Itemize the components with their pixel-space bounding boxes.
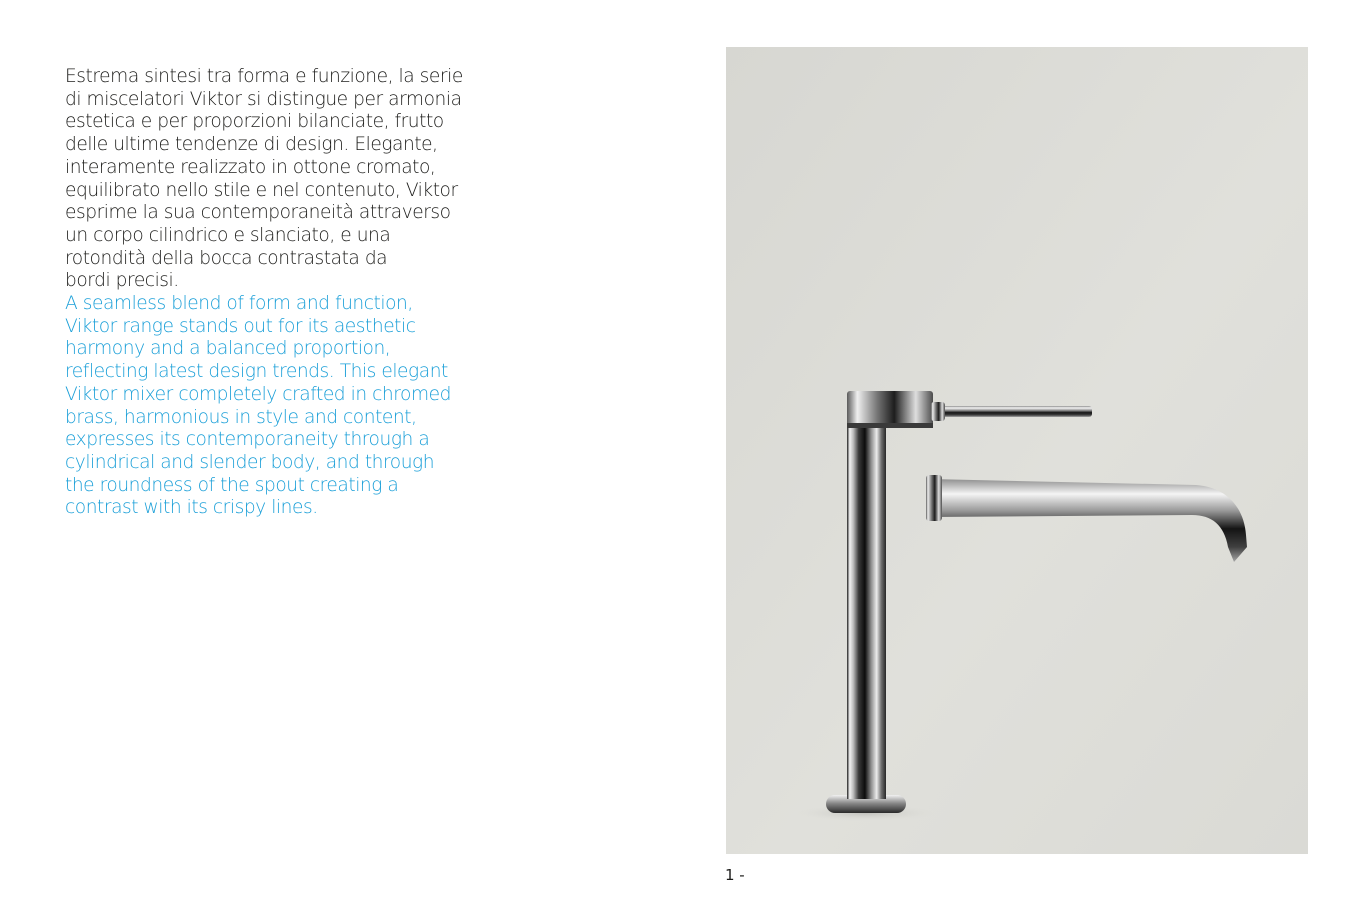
text-line: equilibrato nello stile e nel contenuto, Viktor bbox=[65, 179, 458, 201]
text-line: reflecting latest design trends. This elegant bbox=[65, 361, 448, 383]
description-column bbox=[65, 66, 515, 520]
text-line: contrast with its crispy lines. bbox=[65, 497, 318, 519]
product-photo bbox=[726, 47, 1308, 854]
text-line: Viktor mixer completely crafted in chromed bbox=[65, 383, 451, 405]
text-line: the roundness of the spout creating a bbox=[65, 474, 399, 496]
text-line: rotondità della bocca contrastata da bbox=[65, 247, 388, 269]
text-line: estetica e per proporzioni bilanciate, frutto bbox=[65, 111, 444, 133]
text-line: esprime la sua contemporaneità attraverso bbox=[65, 202, 451, 224]
text-line: Estrema sintesi tra forma e funzione, la serie bbox=[65, 66, 463, 87]
text-line: harmony and a balanced proportion, bbox=[65, 338, 391, 360]
text-line: A seamless blend of form and function, bbox=[65, 293, 413, 315]
text-line: delle ultime tendenze di design. Elegante, bbox=[65, 134, 438, 156]
faucet-illustration bbox=[726, 47, 1308, 854]
text-line: brass, harmonious in style and content, bbox=[65, 406, 417, 428]
text-line: Viktor range stands out for its aesthetic bbox=[65, 315, 416, 337]
faucet-body bbox=[847, 427, 886, 799]
faucet-lever bbox=[931, 406, 1092, 417]
text-line: interamente realizzato in ottone cromato, bbox=[65, 156, 436, 178]
text-line: cylindrical and slender body, and through bbox=[65, 451, 435, 473]
text-line: expresses its contemporaneity through a bbox=[65, 429, 430, 451]
description-italian bbox=[65, 66, 515, 293]
text-line: bordi precisi. bbox=[65, 270, 179, 292]
text-line: un corpo cilindrico e slanciato, e una bbox=[65, 224, 391, 246]
text-line: di miscelatori Viktor si distingue per armonia bbox=[65, 88, 462, 110]
description-english bbox=[65, 293, 515, 520]
page-number: 1 - bbox=[725, 866, 745, 884]
faucet-cap bbox=[847, 391, 933, 427]
